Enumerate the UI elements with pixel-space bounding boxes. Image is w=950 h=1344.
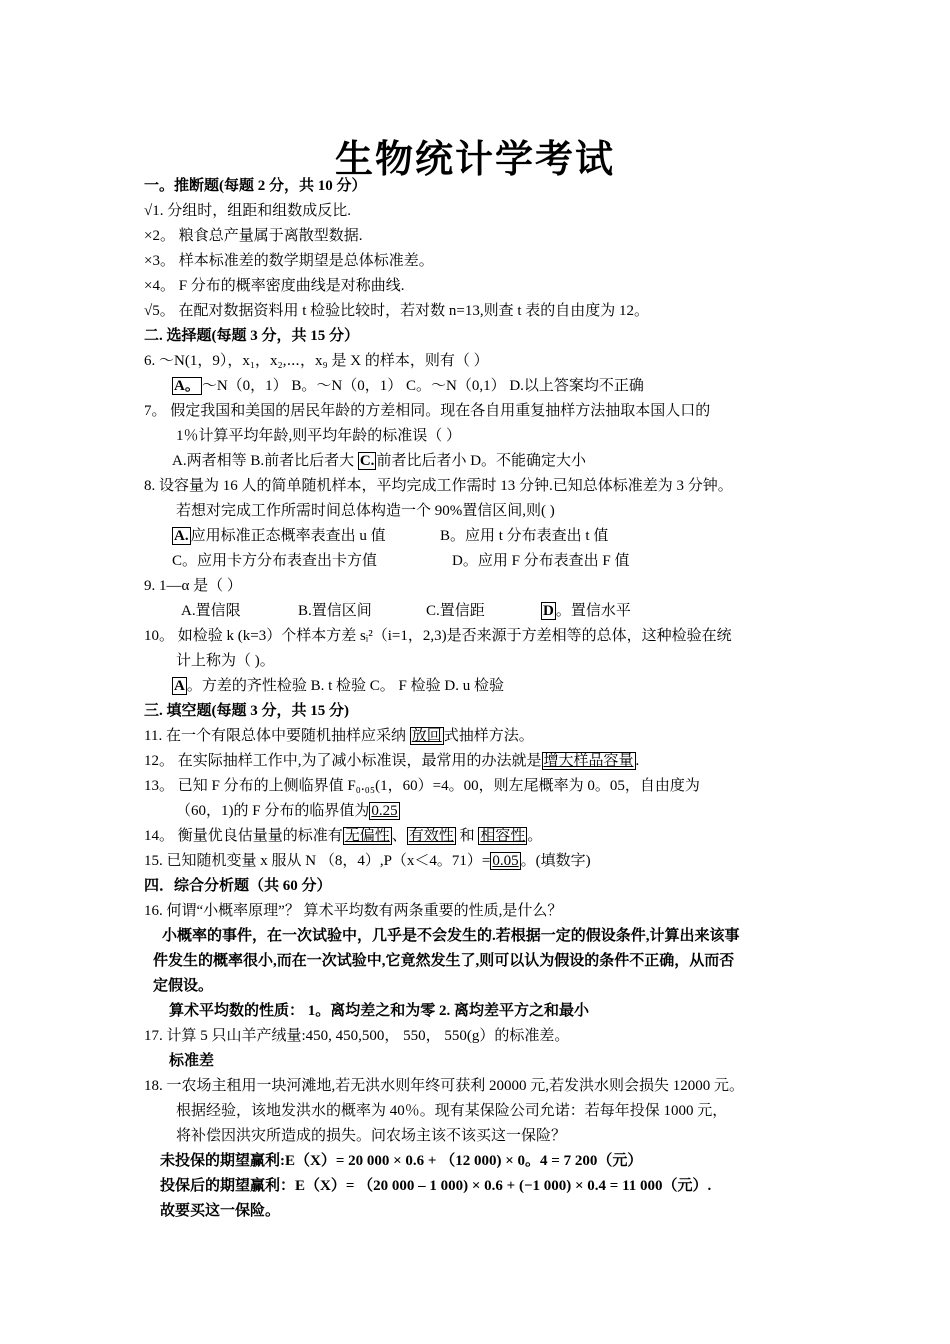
- q8-option-d: D。应用 F 分布表查出 F 值: [452, 553, 630, 569]
- q18-line1: 18. 一农场主租用一块河滩地,若无洪水则年终可获利 20000 元,若发洪水则会损失 12000 元。: [144, 1078, 745, 1094]
- q9-option-a: A.置信限: [181, 603, 241, 619]
- q10-options: [172, 676, 504, 696]
- q9-answer-box: D: [543, 603, 554, 619]
- q14-answer-2: 有效性: [408, 828, 454, 844]
- q14-text: 14。 衡量优良估量量的标准有: [144, 828, 343, 844]
- q6-stem: 6. ～N(1，9），x₁，x₂,⋯，x₉ 是 X 的样本，则有（ ）: [144, 353, 489, 369]
- q8-option-b: B。应用 t 分布表查出 t 值: [440, 528, 609, 544]
- q12: [144, 751, 639, 771]
- a16-line1: 小概率的事件，在一次试验中，几乎是不会发生的.若根据一定的假设条件,计算出来该事: [162, 928, 740, 944]
- a16-line4: 算术平均数的性质： 1。离均差之和为零 2. 离均差平方之和最小: [169, 1003, 590, 1019]
- q7-options-pre: A.两者相等 B.前者比后者大: [172, 453, 358, 469]
- section1-heading: 一。推断题(每题 2 分，共 10 分）: [144, 178, 367, 194]
- q6-answer-box: A。: [174, 378, 200, 394]
- q8-line1: 8. 设容量为 16 人的简单随机样本，平均完成工作需时 13 分钟.已知总体标准差为 3 分钟。: [144, 478, 733, 494]
- q10-line2: 计上称为（ )。: [176, 653, 275, 669]
- q1: √1. 分组时，组距和组数成反比.: [144, 203, 351, 219]
- q8-option-c: C。应用卡方分布表查出卡方值: [172, 553, 378, 569]
- q9-option-b: B.置信区间: [298, 603, 372, 619]
- q13-answer-box: 0.25: [371, 803, 398, 819]
- q13-line2: [176, 801, 400, 821]
- q7-options: [172, 451, 586, 471]
- q9-option-d-text: 。置信水平: [555, 603, 631, 619]
- q13-text: （60，1)的 F 分布的临界值为: [176, 803, 370, 819]
- q14-answer-1: 无偏性: [344, 828, 390, 844]
- q18-line3: 将补偿因洪灾所造成的损失。问农场主该不该买这一保险？: [176, 1128, 567, 1144]
- q4: ×4。 F 分布的概率密度曲线是对称曲线.: [144, 278, 405, 294]
- a18-line3: 故要买这一保险。: [160, 1203, 281, 1219]
- q8-option-a-text: 应用标准正态概率表查出 u 值: [190, 528, 386, 544]
- q9-option-d: [541, 601, 631, 621]
- q11-text: 11. 在一个有限总体中要随机抽样应采纳: [144, 728, 406, 744]
- q11-text-end: 式抽样方法。: [443, 728, 534, 744]
- q17: 17. 计算 5 只山羊产绒量:450, 450,500， 550， 550(g）的标准差。: [144, 1028, 570, 1044]
- q14-text-end: 。: [527, 828, 543, 844]
- section4-heading: 四．综合分析题（共 60 分）: [144, 878, 332, 894]
- a18-line1: 未投保的期望赢利:E（X）= 20 000 × 0.6 + （12 000) × 0。4 = 7 200（元）: [160, 1153, 643, 1169]
- q3: ×3。 样本标准差的数学期望是总体标准差。: [144, 253, 434, 269]
- q9-option-c: C.置信距: [426, 603, 485, 619]
- q12-text-end: .: [635, 753, 640, 769]
- q8-option-a: [172, 526, 386, 546]
- q10-answer-box: A: [174, 678, 185, 694]
- q15-text-end: 。(填数字): [520, 853, 591, 869]
- q14: [144, 826, 542, 846]
- q13-line1: 13。 已知 F 分布的上侧临界值 F₀.₀₅(1，60）=4。00，则左尾概率为 0。05，自由度为: [144, 778, 700, 794]
- q7-options-post: 前者比后者小 D。不能确定大小: [376, 453, 587, 469]
- q7-answer-box: C.: [359, 453, 375, 469]
- a16-line3: 定假设。: [153, 978, 214, 994]
- q14-sep2: 和: [455, 828, 479, 844]
- a18-line2: 投保后的期望赢利：E（X）= （20 000 – 1 000) × 0.6 + (−1 000) × 0.4 = 11 000（元）.: [160, 1178, 712, 1194]
- q15-text: 15. 已知随机变量 x 服从 N （8，4）,P（x＜4。71）=: [144, 853, 491, 869]
- q7-line2: 1％计算平均年龄,则平均年龄的标准误（ ）: [176, 428, 462, 444]
- q2: ×2。 粮食总产量属于离散型数据.: [144, 228, 363, 244]
- q6-options-text: ～N（0，1） B。～N（0，1） C。～N（0,1） D.以上答案均不正确: [201, 378, 644, 394]
- section2-heading: 二. 选择题(每题 3 分，共 15 分）: [144, 328, 359, 344]
- q16: 16. 何谓“小概率原理”？ 算术平均数有两条重要的性质,是什么？: [144, 903, 563, 919]
- section3-heading: 三. 填空题(每题 3 分，共 15 分): [144, 703, 349, 719]
- q7-line1: 7。 假定我国和美国的居民年龄的方差相同。现在各自用重复抽样方法抽取本国人口的: [144, 403, 711, 419]
- exam-title: 生物统计学考试: [334, 139, 615, 181]
- q8-line2: 若想对完成工作所需时间总体构造一个 90%置信区间,则( ): [176, 503, 555, 519]
- q14-sep1: 、: [391, 828, 407, 844]
- q9-stem: 9. 1—α 是（ ）: [144, 578, 242, 594]
- q8-answer-box: A.: [174, 528, 189, 544]
- q14-answer-3: 相容性: [480, 828, 526, 844]
- q10-options-text: 。方差的齐性检验 B. t 检验 C。 F 检验 D. u 检验: [186, 678, 504, 694]
- q11-answer-box: 放回: [411, 728, 442, 744]
- q12-text: 12。 在实际抽样工作中,为了减小标准误，最常用的办法就是: [144, 753, 542, 769]
- q11: [144, 726, 534, 746]
- q5: √5。 在配对数据资料用 t 检验比较时，若对数 n=13,则查 t 表的自由度为 12。: [144, 303, 650, 319]
- q6-options: [172, 376, 644, 396]
- q10-line1: 10。 如检验 k (k=3）个样本方差 sᵢ²（i=1，2,3)是否来源于方差相等的总体，这种检验在统: [144, 628, 732, 644]
- a16-line2: 件发生的概率很小,而在一次试验中,它竟然发生了,则可以认为假设的条件不正确，从而否: [153, 953, 735, 969]
- q12-answer-box: 增大样品容量: [543, 753, 634, 769]
- a17: 标准差: [169, 1053, 215, 1069]
- q15: [144, 851, 591, 871]
- q18-line2: 根据经验，该地发洪水的概率为 40％。现有某保险公司允诺：若每年投保 1000 元，: [176, 1103, 728, 1119]
- q15-answer-box: 0.05: [492, 853, 519, 869]
